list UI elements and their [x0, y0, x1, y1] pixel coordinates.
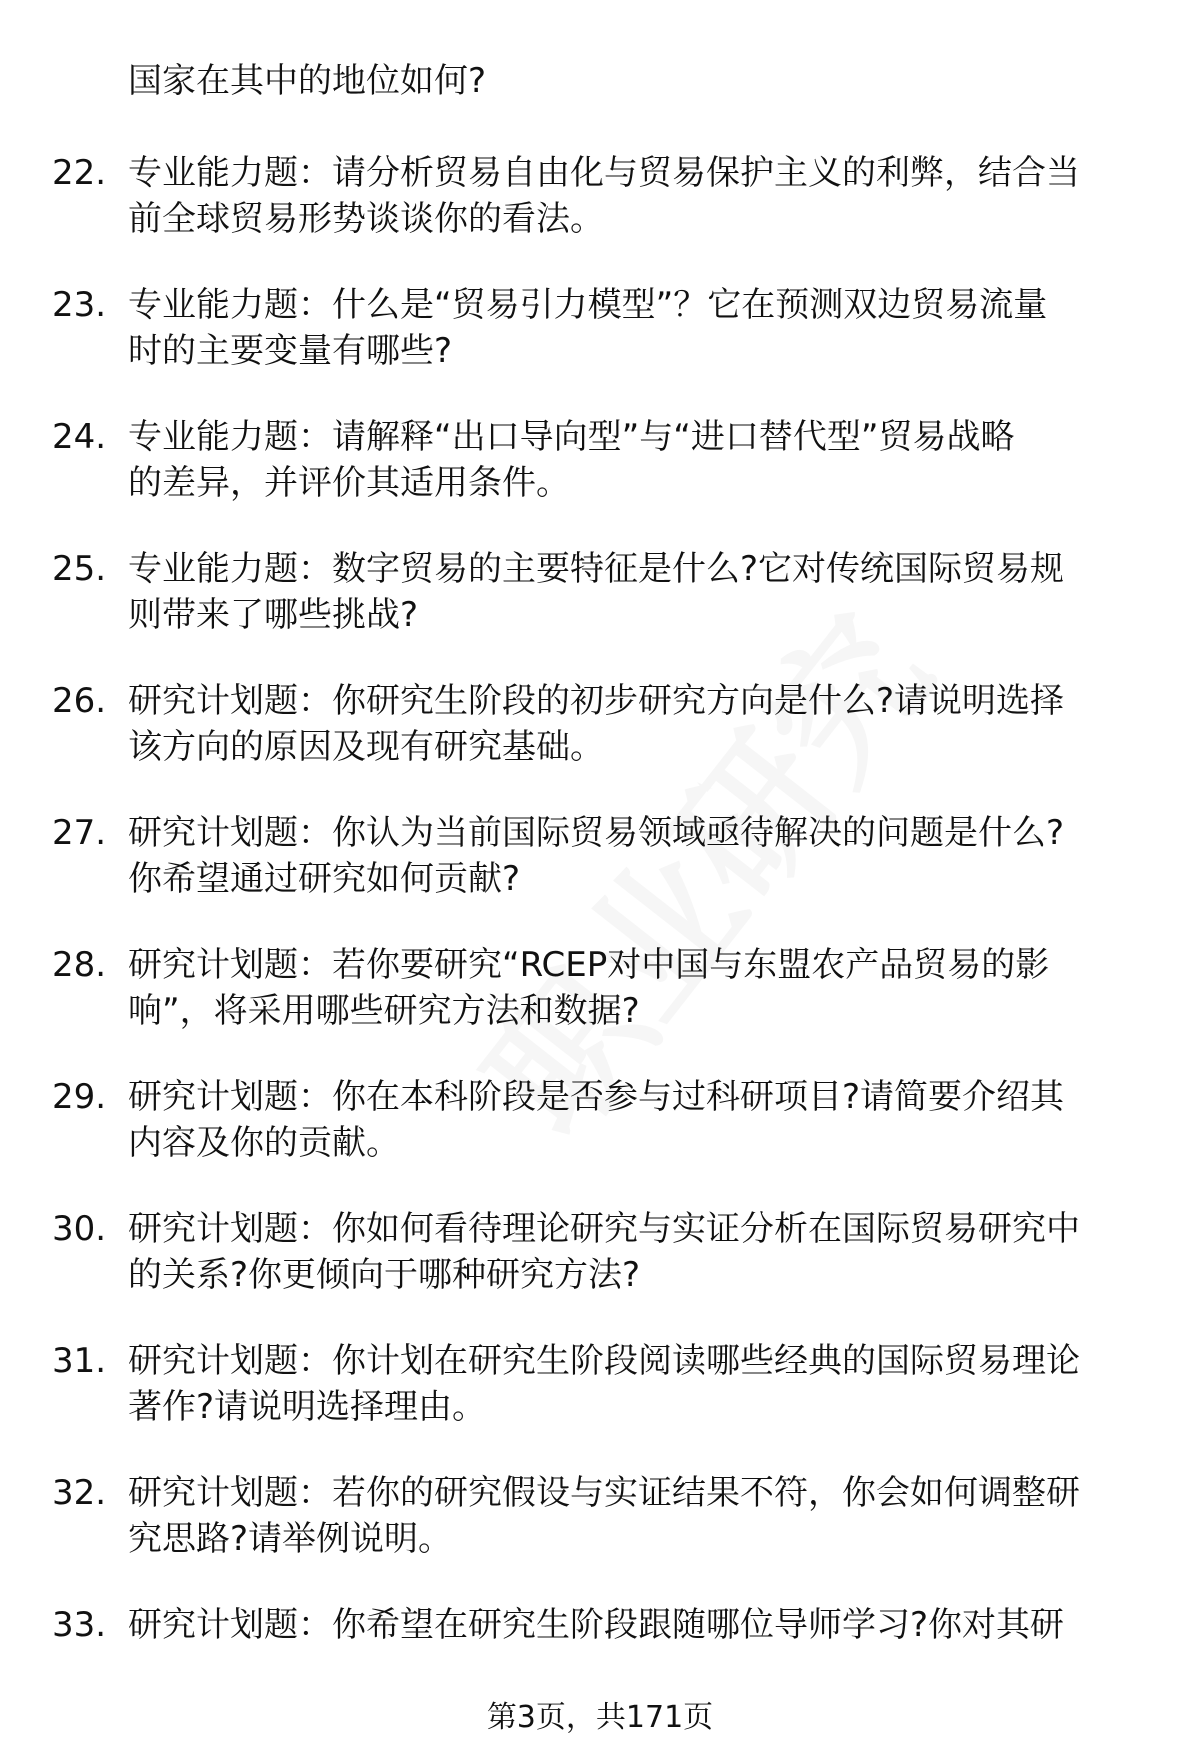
question-text-line: 时的主要变量有哪些? — [128, 331, 453, 371]
question-text-line: 的差异，并评价其适用条件。 — [128, 463, 570, 503]
question-text-line: 你希望通过研究如何贡献? — [128, 859, 521, 899]
question-text — [128, 942, 1138, 1034]
question-item — [0, 810, 1200, 942]
question-text-line: 专业能力题：请解释“出口导向型”与“进口替代型”贸易战略 — [128, 417, 1015, 457]
question-text — [128, 546, 1138, 638]
question-item — [0, 546, 1200, 678]
question-item — [0, 150, 1200, 282]
question-number: 31. — [52, 1341, 107, 1381]
question-number: 33. — [52, 1605, 107, 1645]
question-item — [0, 942, 1200, 1074]
question-item — [0, 414, 1200, 546]
question-text-line: 研究计划题：你认为当前国际贸易领域亟待解决的问题是什么? — [128, 813, 1065, 853]
question-item — [0, 282, 1200, 414]
question-text-line: 内容及你的贡献。 — [128, 1123, 400, 1163]
question-number: 24. — [52, 417, 107, 457]
question-text-line: 专业能力题：请分析贸易自由化与贸易保护主义的利弊，结合当 — [128, 153, 1080, 193]
question-text — [128, 282, 1138, 374]
question-text-line: 研究计划题：你计划在研究生阶段阅读哪些经典的国际贸易理论 — [128, 1341, 1080, 1381]
question-number: 27. — [52, 813, 107, 853]
question-list — [0, 150, 1200, 1734]
question-number: 28. — [52, 945, 107, 985]
question-text-line: 研究计划题：若你要研究“RCEP对中国与东盟农产品贸易的影 — [128, 945, 1050, 985]
question-text — [128, 1470, 1138, 1562]
question-text-line: 研究计划题：你研究生阶段的初步研究方向是什么?请说明选择 — [128, 681, 1065, 721]
question-text-line: 前全球贸易形势谈谈你的看法。 — [128, 199, 604, 239]
question-number: 32. — [52, 1473, 107, 1513]
question-text-line: 响”，将采用哪些研究方法和数据? — [128, 991, 640, 1031]
question-number: 25. — [52, 549, 107, 589]
question-text-line: 著作?请说明选择理由。 — [128, 1387, 487, 1427]
question-text — [128, 678, 1138, 770]
question-number: 23. — [52, 285, 107, 325]
page-footer: 第3页，共171页 — [486, 1700, 714, 1735]
question-text — [128, 414, 1138, 506]
question-text — [128, 1206, 1138, 1298]
question-continuation: 国家在其中的地位如何? — [128, 61, 487, 101]
question-number: 22. — [52, 153, 107, 193]
question-item — [0, 678, 1200, 810]
question-text-line: 则带来了哪些挑战? — [128, 595, 419, 635]
question-text-line: 究思路?请举例说明。 — [128, 1519, 453, 1559]
question-text-line: 研究计划题：若你的研究假设与实证结果不符，你会如何调整研 — [128, 1473, 1080, 1513]
question-item — [0, 1470, 1200, 1602]
question-text-line: 的关系?你更倾向于哪种研究方法? — [128, 1255, 641, 1295]
question-text — [128, 150, 1138, 242]
question-text — [128, 1338, 1138, 1430]
question-number: 29. — [52, 1077, 107, 1117]
question-text-line: 研究计划题：你希望在研究生阶段跟随哪位导师学习?你对其研 — [128, 1605, 1065, 1645]
question-text-line: 研究计划题：你如何看待理论研究与实证分析在国际贸易研究中 — [128, 1209, 1080, 1249]
question-text-line: 专业能力题：数字贸易的主要特征是什么?它对传统国际贸易规 — [128, 549, 1065, 589]
question-text-line: 该方向的原因及现有研究基础。 — [128, 727, 604, 767]
question-text — [128, 1074, 1138, 1166]
question-text — [128, 810, 1138, 902]
question-item — [0, 1338, 1200, 1470]
question-number: 30. — [52, 1209, 107, 1249]
question-item — [0, 1206, 1200, 1338]
question-number: 26. — [52, 681, 107, 721]
question-text-line: 专业能力题：什么是“贸易引力模型”？它在预测双边贸易流量 — [128, 285, 1048, 325]
question-text-line: 研究计划题：你在本科阶段是否参与过科研项目?请简要介绍其 — [128, 1077, 1065, 1117]
question-text — [128, 1602, 1138, 1648]
question-item — [0, 1074, 1200, 1206]
